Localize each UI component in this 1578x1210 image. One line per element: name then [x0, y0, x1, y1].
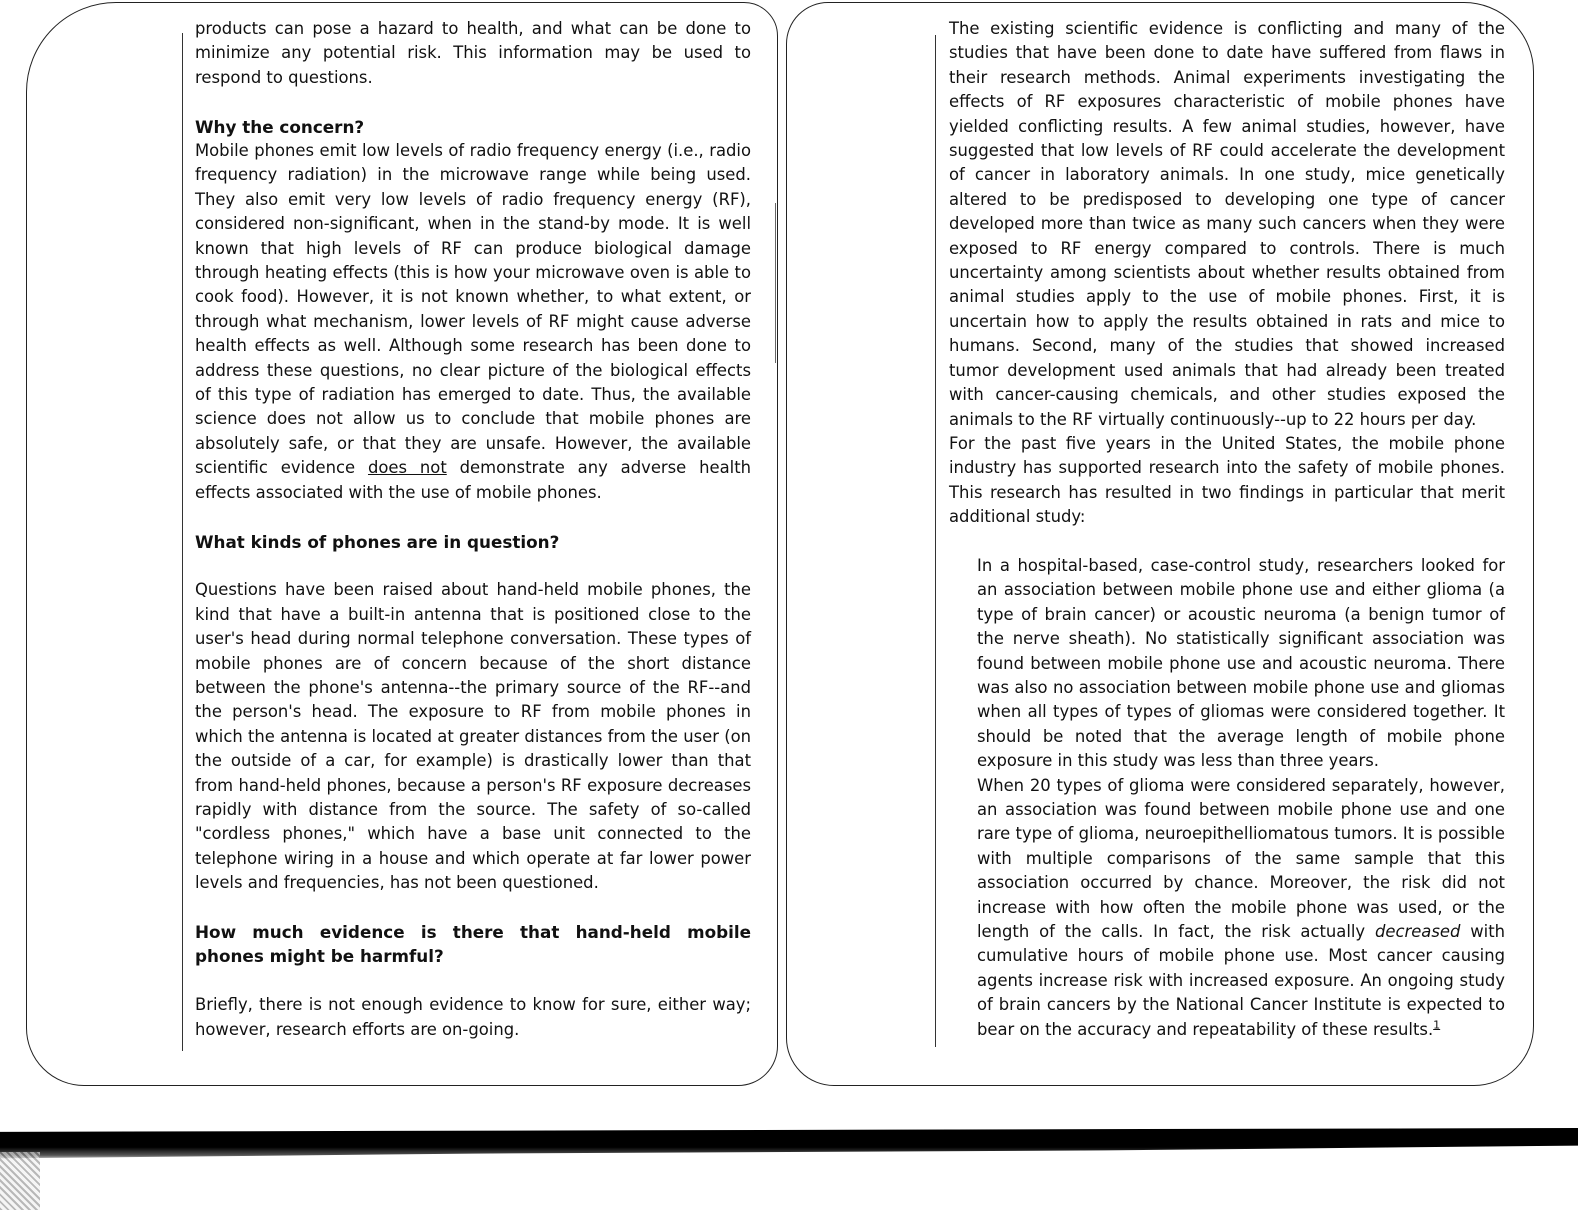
heading-how-much-evidence: How much evidence is there that hand-held mobile phones might be harmful?: [195, 921, 751, 967]
paragraph-case-control-study: In a hospital-based, case-control study, researchers looked for an association between mobile phone use and either glioma (a type of brain cancer) or acoustic neuroma (a benign tumor of the nerve sheath). No statistically significant association was found between mobile phone use and acoustic neuroma. There was also no association between mobile phone use and gliomas when all types of types of gliomas were considered together. It should be noted that the average length of mobile phone exposure in this study was less than three years.: [977, 555, 1505, 771]
paragraph-why-concern: [195, 139, 751, 505]
margin-rule: [182, 33, 183, 1051]
heading-why-concern: Why the concern?: [195, 116, 365, 137]
heading-kinds-of-phones: What kinds of phones are in question?: [195, 531, 560, 552]
right-page: [786, 2, 1534, 1086]
intro-paragraph: products can pose a hazard to health, and what can be done to minimize any potential risk. This information may be used to respond to questions.: [195, 19, 751, 87]
paragraph-how-much-evidence: Briefly, there is not enough evidence to know for sure, either way; however, research efforts are on-going.: [195, 995, 751, 1039]
paragraph-text: with cumulative hours of mobile phone use. Most cancer causing agents increase risk with increased exposure. An ongoing study of brain cancers by the National Cancer Institute is expected to bear on the accuracy and repeatability of these results.: [977, 922, 1506, 1039]
margin-rule-right: [775, 203, 776, 363]
emphasis-decreased: decreased: [1374, 922, 1461, 942]
paragraph-text: Mobile phones emit low levels of radio frequency energy (i.e., radio frequency radiation) in the microwave range while being used. They also emit very low levels of radio frequency energy (RF), considered non-significant, when in the stand-by mode. It is well known that high levels of RF can produce biological damage through heating effects (this is how your microwave oven is able to cook food). However, it is not known whether, to what extent, or through what mechanism, lower levels of RF might cause adverse health effects as well. Although some research has been done to address these questions, no clear picture of the biological effects of this type of radiation has emerged to date. Thus, the available science does not allow us to conclude that mobile phones are absolutely safe, or that they are unsafe. However, the available scientific evidence: [195, 141, 751, 478]
scan-binding-edge: [0, 1128, 1578, 1160]
paragraph-industry-research: For the past five years in the United States, the mobile phone industry has supported research into the safety of mobile phones. This research has resulted in two findings in particular that merit additional study:: [949, 433, 1505, 527]
margin-rule: [935, 35, 936, 1047]
paragraph-kinds-of-phones: Questions have been raised about hand-held mobile phones, the kind that have a built-in antenna that is positioned close to the user's head during normal telephone conversation. These types of mobile phones are of concern because of the short distance between the phone's antenna--the primary source of the RF--and the person's head. The exposure to RF from mobile phones in which the antenna is located at greater distances from the user (on the outside of a car, for example) is drastically lower than that from hand-held phones, because a person's RF exposure decreases rapidly with distance from the source. The safety of so-called "cordless phones," which have a base unit connected to the telephone wiring in a house and which operate at far lower power levels and frequencies, has not been questioned.: [195, 580, 751, 893]
underlined-does-not: does not: [367, 458, 447, 478]
footnote-link[interactable]: 1: [1433, 1018, 1441, 1032]
scan-corner-artifact: [0, 1152, 40, 1210]
right-page-text: [949, 17, 1505, 1042]
paragraph-glioma-types: [977, 774, 1505, 1042]
paragraph-text: When 20 types of glioma were considered separately, however, an association was found between mobile phone use and one rare type of glioma, neuroepithelliomatous tumors. It is possible with multiple comparisons of the same sample that this association occurred by chance. Moreover, the risk did not increase with how often the mobile phone was used, or the length of the calls. In fact, the risk actually: [977, 775, 1505, 942]
left-page: [26, 2, 778, 1086]
paragraph-evidence-conflicting: The existing scientific evidence is conflicting and many of the studies that have been done to date have suffered from flaws in their research methods. Animal experiments investigating the effects of RF exposures characteristic of mobile phones have yielded conflicting results. A few animal studies, however, have suggested that low levels of RF could accelerate the development of cancer in laboratory animals. In one study, mice genetically altered to be predisposed to developing one type of cancer developed more than twice as many such cancers when they were exposed to RF energy compared to controls. There is much uncertainty among scientists about whether results obtained from animal studies apply to the use of mobile phones. First, it is uncertain how to apply the results obtained in rats and mice to humans. Second, many of the studies that showed increased tumor development used animals that had already been treated with cancer-causing chemicals, and other studies exposed the animals to the RF virtually continuously--up to 22 hours per day.: [949, 19, 1505, 429]
paragraph-text: demonstrate any adverse health effects associated with the use of mobile phones.: [195, 458, 752, 502]
left-page-text: [195, 17, 751, 1042]
